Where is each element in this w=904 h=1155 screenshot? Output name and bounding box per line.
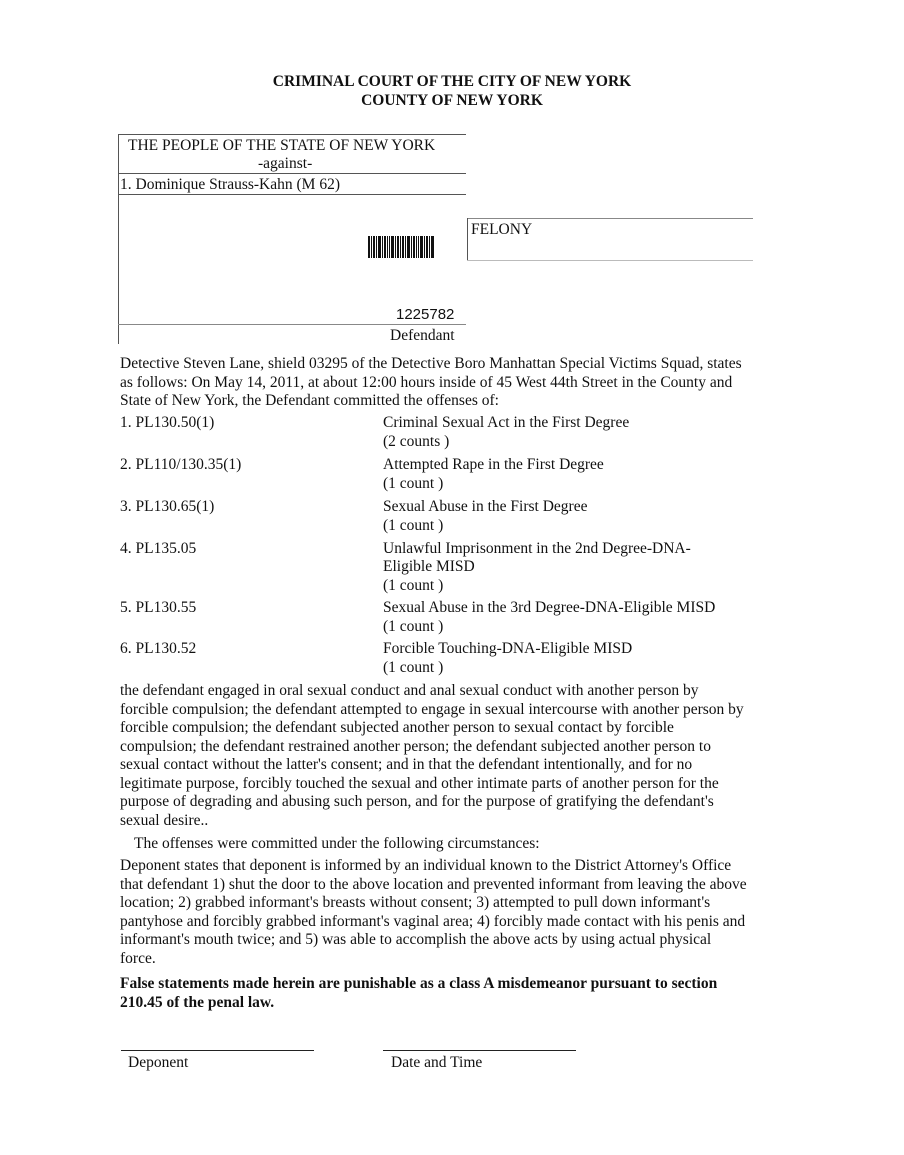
defendant-label: Defendant: [390, 327, 455, 344]
county-name: COUNTY OF NEW YORK: [361, 92, 543, 109]
docket-number: 1225782: [396, 306, 455, 323]
charge-description: Sexual Abuse in the First Degree: [383, 498, 588, 515]
defendant-name: 1. Dominique Strauss-Kahn (M 62): [120, 176, 340, 193]
charge-description: Attempted Rape in the First Degree: [383, 456, 604, 473]
charge-description-continued: Eligible MISD: [383, 558, 475, 575]
deponent-signature-line: [121, 1050, 314, 1051]
barcode-image: [368, 236, 434, 258]
circumstances-intro: The offenses were committed under the following circumstances:: [134, 835, 540, 852]
charge-code: 2. PL110/130.35(1): [120, 456, 242, 473]
charge-description: Criminal Sexual Act in the First Degree: [383, 414, 630, 431]
charge-code: 3. PL130.65(1): [120, 498, 215, 515]
charge-description: Sexual Abuse in the 3rd Degree-DNA-Eligible MISD: [383, 599, 716, 616]
court-name: CRIMINAL COURT OF THE CITY OF NEW YORK: [272, 73, 632, 90]
false-statement-warning: False statements made herein are punishable as a class A misdemeanor pursuant to section 210.45 of the penal law.: [120, 975, 718, 1011]
plaintiff-name: THE PEOPLE OF THE STATE OF NEW YORK: [128, 137, 436, 154]
charge-code: 6. PL130.52: [120, 640, 197, 657]
charge-count: (1 count ): [383, 475, 444, 492]
deponent-label: Deponent: [128, 1054, 189, 1071]
charge-count: (1 count ): [383, 659, 444, 676]
charge-description: Unlawful Imprisonment in the 2nd Degree-DNA-: [383, 540, 691, 557]
case-type-label: FELONY: [471, 221, 533, 238]
charge-description: Forcible Touching-DNA-Eligible MISD: [383, 640, 633, 657]
complaint-intro: Detective Steven Lane, shield 03295 of the Detective Boro Manhattan Special Victims Squad, states as follows: On May 14, 2011, at about 12:00 hours inside of 45 West 44th Street in the County and State of New York, the Defendant committed the offenses of:: [120, 355, 742, 409]
date-signature-line: [383, 1050, 576, 1051]
caption-left-rule: [118, 134, 119, 344]
charge-count: (1 count ): [383, 517, 444, 534]
felony-box-left: [467, 218, 468, 260]
circumstances-statement: Deponent states that deponent is informed by an individual known to the District Attorney's Office that defendant 1) shut the door to the above location and prevented informant from leaving the above location; 2) grabbed informant's breasts without consent; 3) attempted to pull down informant's pantyhose and forcibly grabbed informant's vaginal area; 4) forcibly made contact with his penis and informant's mouth twice; and 5) was able to accomplish the above acts by using actual physical force.: [120, 857, 747, 967]
charge-count: (1 count ): [383, 577, 444, 594]
charge-code: 1. PL130.50(1): [120, 414, 215, 431]
felony-box-top: [467, 218, 753, 219]
charge-count: (1 count ): [383, 618, 444, 635]
caption-top-rule: [118, 134, 466, 135]
charge-code: 5. PL130.55: [120, 599, 197, 616]
against-text: -against-: [258, 155, 313, 172]
charge-code: 4. PL135.05: [120, 540, 197, 557]
date-time-label: Date and Time: [391, 1054, 483, 1071]
offense-description: the defendant engaged in oral sexual conduct and anal sexual conduct with another person by forcible compulsion; the defendant attempted to engage in sexual intercourse with another person by forcible compulsion; the defendant subjected another person to sexual contact by forcible compulsion; the defendant restrained another person; the defendant subjected another person to sexual contact without the latter's consent; and in that the defendant intentionally, and for no legitimate purpose, forcibly touched the sexual and other intimate parts of another person for the purpose of degrading and abusing such person, and for the purpose of gratifying the defendant's sexual desire..: [120, 682, 744, 829]
felony-box-bottom: [467, 260, 753, 261]
charge-count: (2 counts ): [383, 433, 450, 450]
